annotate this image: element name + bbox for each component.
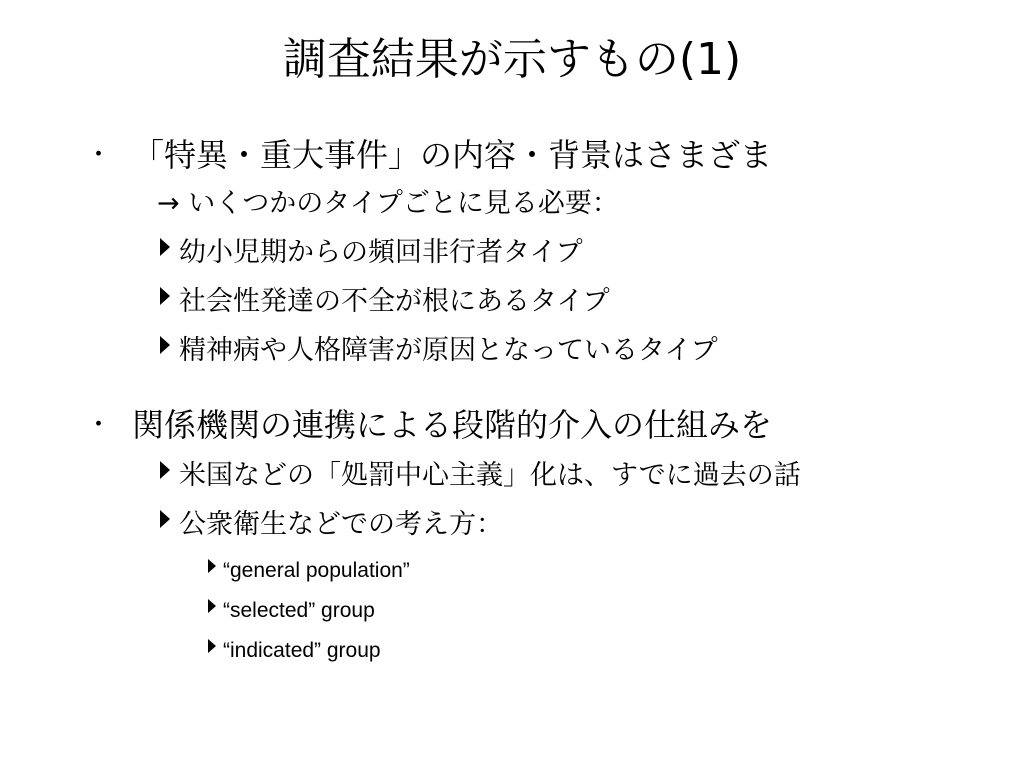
sub-sub-item-text: “selected” group [223,599,375,622]
slide-title: 調査結果が示すもの(1) [282,34,742,85]
triangle-bullet-icon [160,461,170,479]
triangle-bullet-icon [208,559,216,573]
sub-item-text: 公衆衛生などでの考え方： [179,509,503,540]
sub-item-text: 米国などの「処罰中心主義」化は、すでに過去の話 [179,460,801,491]
sub-item [160,234,583,272]
sub-sub-item [208,636,381,666]
bullet-marker: ･ [92,410,106,440]
bullet-2 [92,403,772,447]
bullet-1-text: 「特異・重大事件」の内容・背景はさまざま [132,136,773,174]
bullet-1-note-text: → いくつかのタイプごとに見る必要： [157,188,619,219]
triangle-bullet-icon [160,238,170,256]
sub-sub-item [208,596,375,626]
sub-item [160,457,801,495]
bullet-1-note [157,185,619,223]
triangle-bullet-icon [160,336,170,354]
sub-sub-item-text: “indicated” group [223,639,381,662]
bullet-marker: ･ [92,140,106,170]
sub-item [160,332,718,370]
sub-item-text: 社会性発達の不全が根にあるタイプ [179,286,610,317]
sub-sub-item [208,556,410,586]
triangle-bullet-icon [208,639,216,653]
bullet-1 [92,133,772,177]
bullet-2-text: 関係機関の連携による段階的介入の仕組みを [132,406,773,444]
sub-item [160,506,503,544]
triangle-bullet-icon [160,287,170,305]
triangle-bullet-icon [208,599,216,613]
sub-sub-item-text: “general population” [223,559,410,582]
sub-item-text: 精神病や人格障害が原因となっているタイプ [179,335,718,366]
triangle-bullet-icon [160,510,170,528]
sub-item-text: 幼小児期からの頻回非行者タイプ [179,237,583,268]
sub-item [160,283,610,321]
